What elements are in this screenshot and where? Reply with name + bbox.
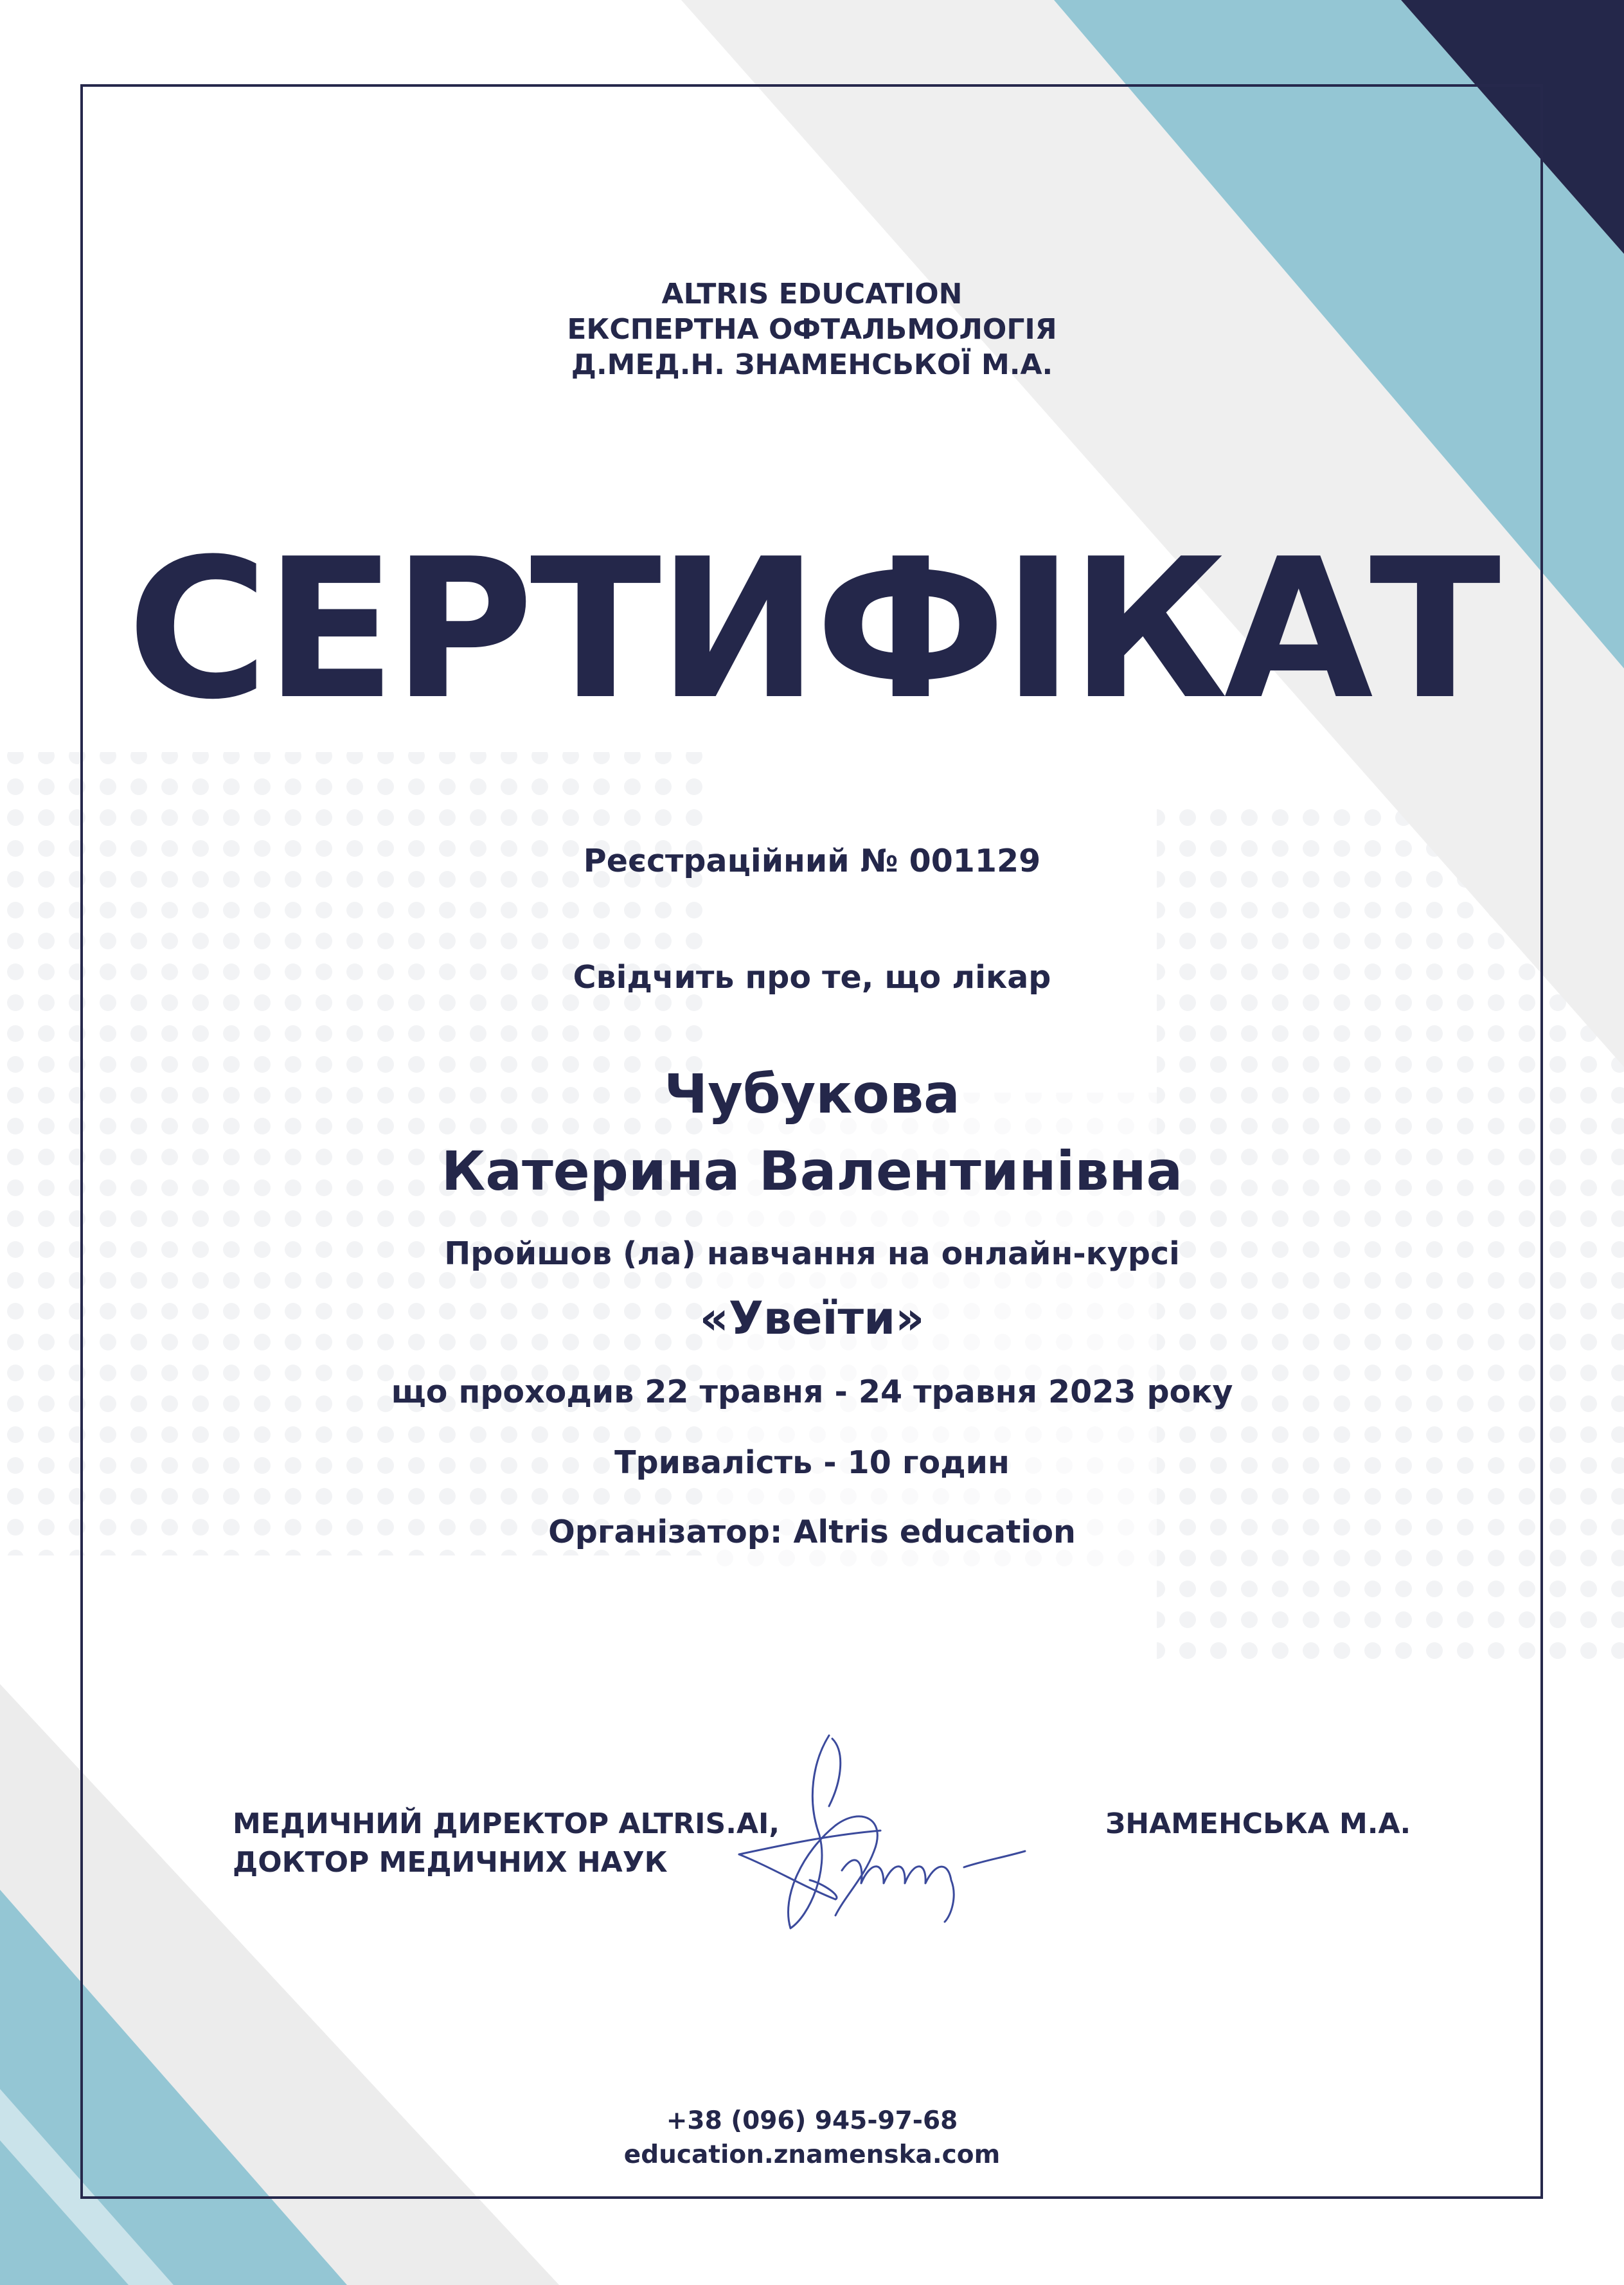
certifies-text: Свідчить про те, що лікар — [573, 959, 1051, 996]
contact-phone: +38 (096) 945-97-68 — [666, 2106, 958, 2135]
signature-image — [733, 1723, 1093, 1935]
course-dates: що проходив 22 травня - 24 травня 2023 року — [391, 1374, 1233, 1410]
certificate-title: СЕРТИФІКАТ — [127, 517, 1497, 742]
signatory-title-line1: МЕДИЧНИЙ ДИРЕКТОР ALTRIS.AI, — [233, 1807, 780, 1840]
recipient-given-names: Катерина Валентинівна — [441, 1140, 1183, 1203]
contact-website: education.znamenska.com — [623, 2140, 1001, 2169]
recipient-surname: Чубукова — [664, 1062, 960, 1125]
org-name: ALTRIS EDUCATION — [661, 278, 963, 310]
course-organizer: Організатор: Altris education — [548, 1514, 1076, 1550]
course-duration: Тривалість - 10 годин — [614, 1444, 1010, 1481]
signatory-name: ЗНАМЕНСЬКА М.А. — [1105, 1807, 1411, 1840]
completed-text: Пройшов (ла) навчання на онлайн-курсі — [444, 1235, 1180, 1272]
course-name: «Увеїти» — [699, 1292, 925, 1345]
registration-number: Реєстраційний № 001129 — [583, 843, 1041, 879]
org-subtitle: ЕКСПЕРТНА ОФТАЛЬМОЛОГІЯ — [567, 313, 1057, 346]
org-author: Д.МЕД.Н. ЗНАМЕНСЬКОЇ М.А. — [571, 348, 1053, 381]
signatory-title-line2: ДОКТОР МЕДИЧНИХ НАУК — [233, 1846, 668, 1879]
